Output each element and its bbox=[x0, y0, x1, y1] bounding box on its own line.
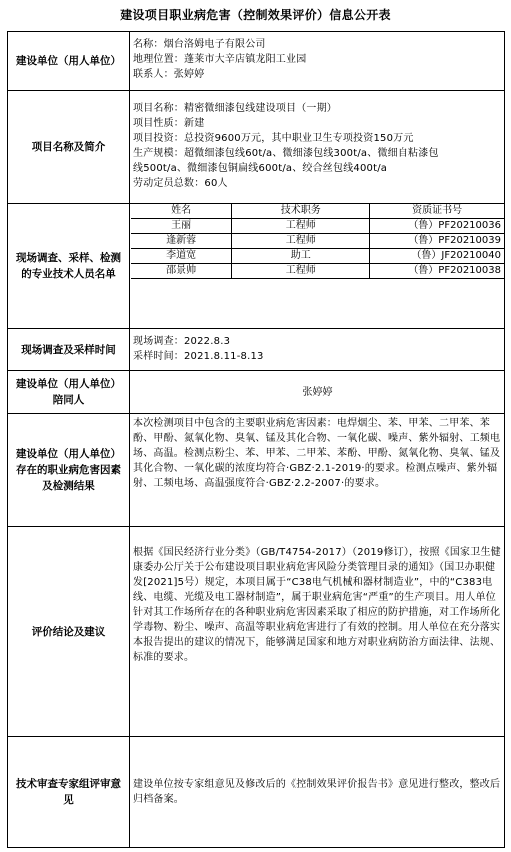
staff-table bbox=[131, 204, 504, 279]
project-investment: 项目投资：总投资9600万元，其中职业卫生专项投资150万元 bbox=[133, 133, 414, 144]
project-nature: 项目性质：新建 bbox=[133, 118, 205, 129]
companion-name: 张婷婷 bbox=[302, 386, 333, 398]
conclusion-text: 根据《国民经济行业分类》（GB/T4754-2017）（2019修订），按照《国家卫生健康委办公厅关于公布建设项目职业病危害风险分类管理目录的通知》（国卫办职健发[2021]5号）规定，本项目属于“C38电气机械和器材制造业”，中的“C383电线、电缆、光缆及电工器材制造”，属于职业病危害“严重”的生产项目。用人单位针对其工作场所存在的各种职业病危害因素采取了相应的防护措施，对工作场所化学毒物、粉尘、噪声、高温等职业病危害进行了有效的控制。用人单位在充分落实本报告提出的建议的情况下，能够满足国家和地方对职业病防治方面法律、法规、标准的要求。 bbox=[133, 547, 501, 663]
unit-location: 地理位置：蓬莱市大辛店镇龙阳工业园 bbox=[133, 54, 307, 65]
label-conclusion: 评价结论及建议 bbox=[8, 527, 130, 736]
info-table bbox=[7, 31, 505, 848]
staff-cert: （鲁）PF20210038 bbox=[370, 264, 504, 279]
staff-title: 助工 bbox=[232, 249, 370, 264]
staff-header-row bbox=[131, 204, 504, 219]
label-unit: 建设单位（用人单位） bbox=[8, 32, 130, 90]
staff-cert: （鲁）PF20210039 bbox=[370, 234, 504, 249]
label-project: 项目名称及简介 bbox=[8, 91, 130, 203]
page-title: 建设项目职业病危害（控制效果评价）信息公开表 bbox=[120, 8, 391, 22]
value-review bbox=[131, 737, 504, 847]
label-hazards: 建设单位（用人单位）存在的职业病危害因素及检测结果 bbox=[8, 414, 130, 526]
label-companion: 建设单位（用人单位）陪同人 bbox=[8, 371, 130, 413]
table-row bbox=[131, 234, 504, 249]
staff-title: 工程师 bbox=[232, 264, 370, 279]
label-staff: 现场调查、采样、检测的专业技术人员名单 bbox=[8, 204, 130, 328]
staff-cert: （鲁）PF20210036 bbox=[370, 219, 504, 234]
project-name: 项目名称：精密微细漆包线建设项目（一期） bbox=[133, 103, 337, 114]
row-companion bbox=[8, 370, 504, 413]
row-unit bbox=[8, 32, 504, 90]
value-companion bbox=[131, 371, 504, 413]
review-text: 建设单位按专家组意见及修改后的《控制效果评价报告书》意见进行整改，整改后归档备案。 bbox=[133, 779, 501, 805]
staff-title: 工程师 bbox=[232, 234, 370, 249]
row-project bbox=[8, 90, 504, 203]
value-hazards bbox=[131, 414, 504, 526]
hazards-text: 本次检测项目中包含的主要职业病危害因素：电焊烟尘、苯、甲苯、二甲苯、苯酚、甲酚、氮氧化物、臭氧、锰及其化合物、一氧化碳、噪声、紫外辐射、工频电场、高温。检测点粉尘、苯、甲苯、二甲苯、苯酚、甲酚、氮氧化物、臭氧、锰及其化合物、一氧化碳的浓度均符合·GBZ·2.1-2019·的要求。检测点噪声、紫外辐射、工频电场、高温强度符合·GBZ·2.2-2007·的要求。 bbox=[133, 418, 501, 489]
row-review bbox=[8, 736, 504, 847]
row-staff bbox=[8, 203, 504, 328]
staff-header-title: 技术职务 bbox=[232, 204, 370, 219]
staff-name: 李道宽 bbox=[131, 249, 232, 264]
unit-name: 名称：烟台洛姆电子有限公司 bbox=[133, 39, 266, 50]
value-unit bbox=[131, 32, 504, 90]
row-survey-time bbox=[8, 328, 504, 370]
row-conclusion bbox=[8, 526, 504, 736]
value-project bbox=[131, 91, 504, 203]
value-conclusion bbox=[131, 527, 504, 736]
staff-name: 逢新蓉 bbox=[131, 234, 232, 249]
survey-date: 现场调查：2022.8.3 bbox=[133, 336, 231, 347]
sampling-date: 采样时间：2021.8.11-8.13 bbox=[133, 351, 264, 362]
project-scale-1: 生产规模：超微细漆包线60t/a、微细漆包线300t/a、微细自粘漆包 bbox=[133, 148, 439, 159]
row-hazards bbox=[8, 413, 504, 526]
value-staff bbox=[131, 204, 504, 328]
staff-header-cert: 资质证书号 bbox=[370, 204, 504, 219]
label-survey-time: 现场调查及采样时间 bbox=[8, 329, 130, 370]
staff-cert: （鲁）JF20210040 bbox=[370, 249, 504, 264]
table-row bbox=[131, 249, 504, 264]
unit-contact: 联系人：张婷婷 bbox=[133, 69, 205, 80]
table-row bbox=[131, 219, 504, 234]
staff-name: 邵景帅 bbox=[131, 264, 232, 279]
value-survey-time bbox=[131, 329, 504, 370]
label-review: 技术审查专家组评审意见 bbox=[8, 737, 130, 847]
staff-header-name: 姓名 bbox=[131, 204, 232, 219]
staff-title: 工程师 bbox=[232, 219, 370, 234]
table-row bbox=[131, 264, 504, 279]
staff-name: 王丽 bbox=[131, 219, 232, 234]
project-staff: 劳动定员总数：60人 bbox=[133, 178, 228, 189]
project-scale-2: 线500t/a、微细漆包铜扁线600t/a、绞合丝包线400t/a bbox=[133, 163, 388, 174]
